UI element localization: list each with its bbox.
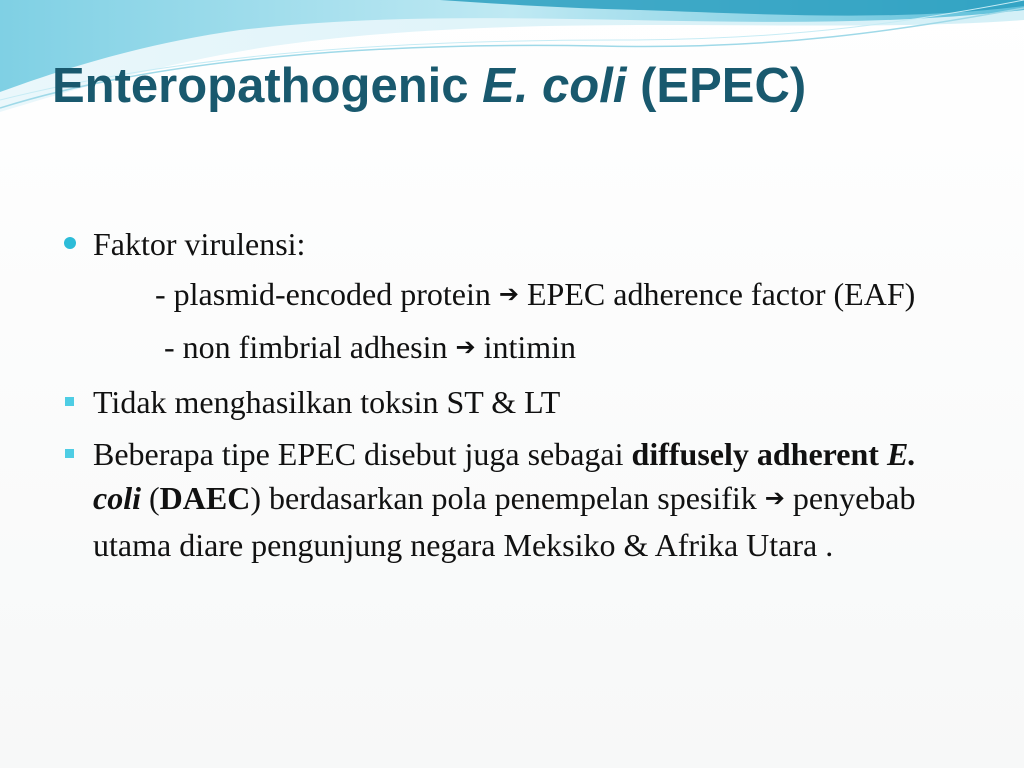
sub-item-adhesin-result: intimin: [475, 329, 577, 365]
sub-item-adhesin-text: - non fimbrial adhesin: [164, 329, 456, 365]
bullet-item-virulence: [64, 222, 924, 372]
title-main: Enteropathogenic: [52, 59, 483, 113]
slide-body: [64, 222, 924, 575]
bullet-3-part1: Beberapa tipe EPEC disebut juga sebagai: [93, 436, 632, 472]
bullet-3-bold-term: diffusely adherent: [631, 436, 887, 472]
bullet-3-part3: ) berdasarkan pola penempelan spesifik: [250, 480, 765, 516]
bullet-item-toxin: [64, 380, 924, 424]
slide-title: [52, 58, 806, 114]
square-bullet-icon: [65, 449, 74, 458]
bullet-3-abbrev: DAEC: [159, 480, 251, 516]
circle-bullet-icon: [64, 237, 76, 249]
sub-item-plasmid: [93, 272, 924, 319]
bullet-3-part2: (: [140, 480, 160, 516]
bullet-2-text: Tidak menghasilkan toksin ST & LT: [93, 384, 561, 420]
arrow-right-icon: ➔: [764, 484, 785, 512]
sub-item-adhesin: [93, 325, 924, 372]
title-tail: (EPEC): [626, 59, 807, 113]
title-italic: E. coli: [482, 59, 627, 113]
bullet-item-daec: [64, 432, 924, 567]
arrow-right-icon: ➔: [498, 280, 519, 308]
sub-item-plasmid-result: EPEC adherence factor (EAF): [519, 276, 916, 312]
bullet-3-part4: penyebab utama diare pengunjung negara Meksiko & Afrika Utara .: [93, 480, 916, 563]
bullet-3-bold-italic-term: E. coli: [93, 436, 917, 516]
square-bullet-icon: [65, 397, 74, 406]
arrow-right-icon: ➔: [455, 333, 476, 361]
sub-item-plasmid-text: - plasmid-encoded protein: [155, 276, 499, 312]
bullet-1-label: Faktor virulensi:: [93, 226, 306, 262]
